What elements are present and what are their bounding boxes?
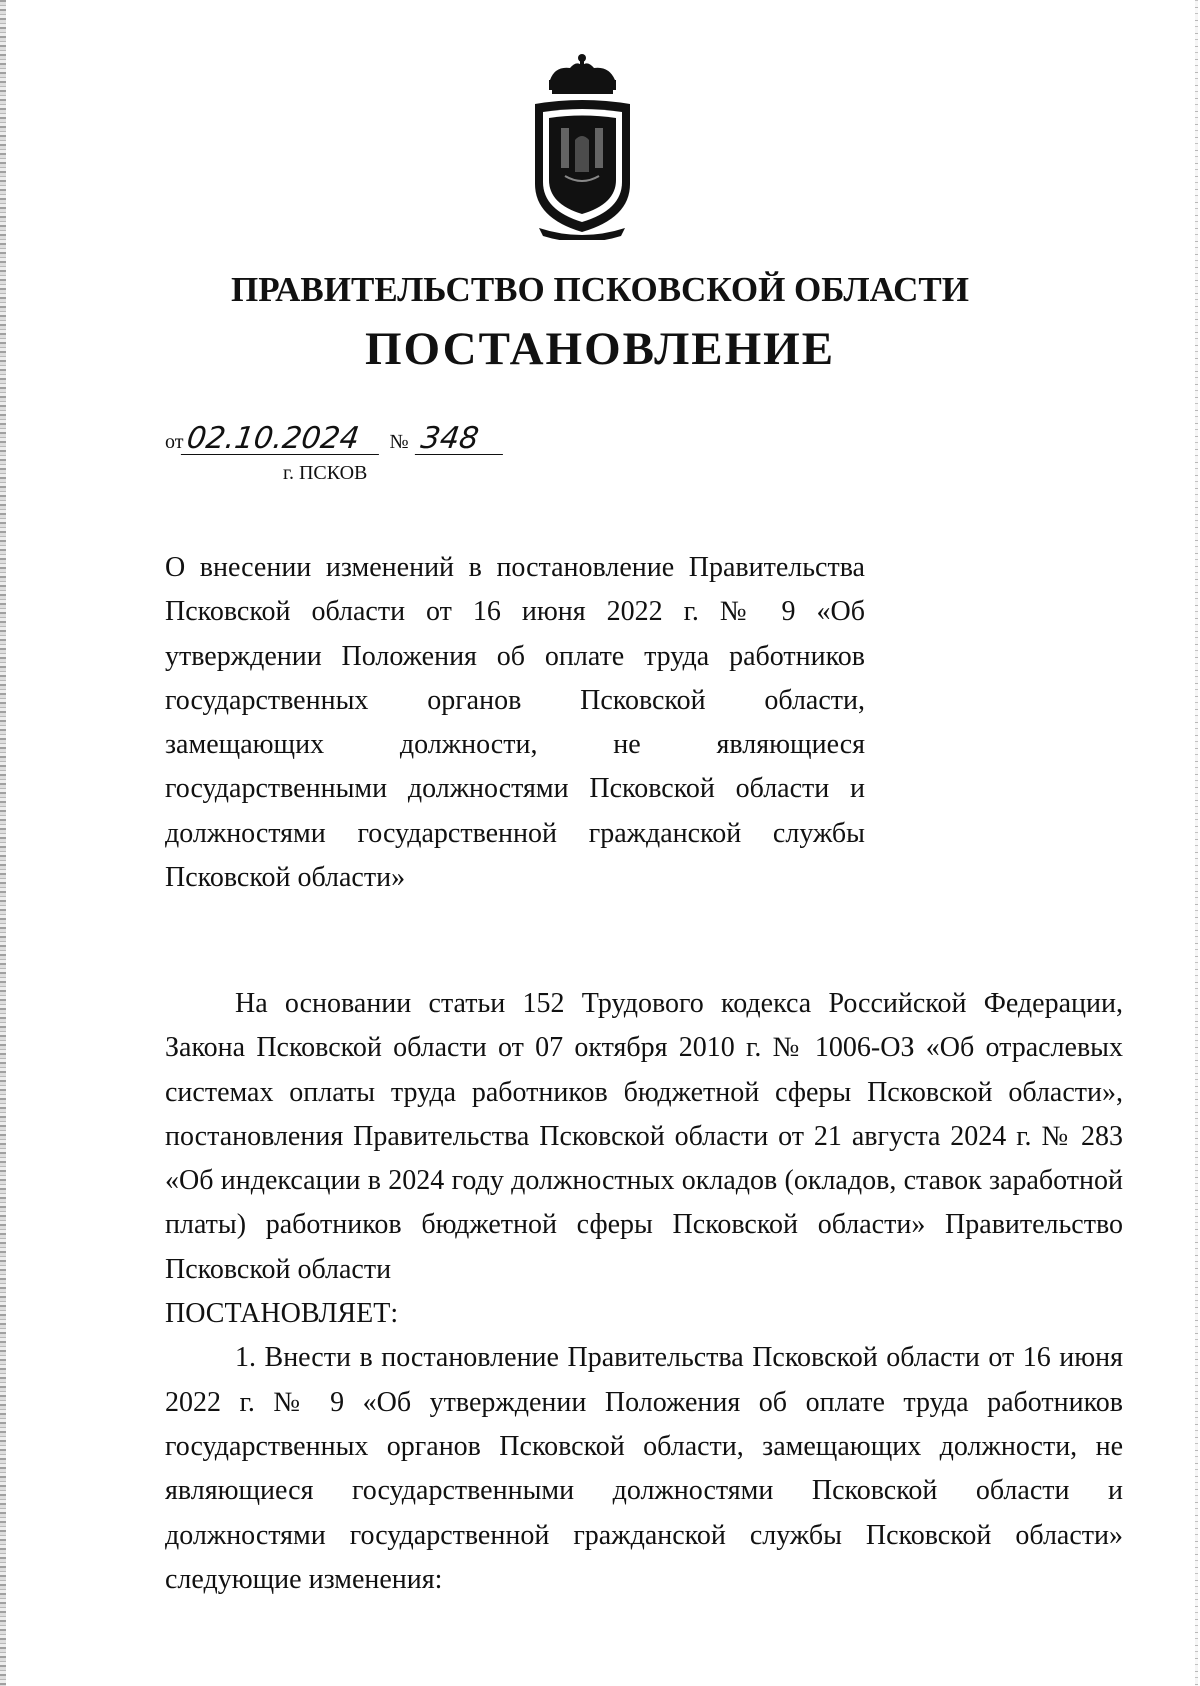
scan-edge-left [0,0,6,1686]
decree-word: ПОСТАНОВЛЯЕТ: [165,1298,399,1330]
scan-edge-right [1195,0,1198,1686]
item-1-paragraph: 1. Внести в постановление Правительства Псковской области от 16 июня 2022 г. № 9 «Об утверждении Положения об оплате труда работников государственных органов Псковской области, замещающих должности, не являющиеся государственными должностями Псковской области и должностями государственной гражданской службы Псковской области» следующие изменения: [165,1342,1123,1595]
document-body [165,982,1123,1602]
date-field: 02.10.2024 [181,424,383,455]
document-type-heading: ПОСТАНОВЛЕНИЕ [364,323,836,375]
number-prefix: № [389,431,409,453]
number-field: 348 [414,424,506,455]
coat-of-arms-icon [525,52,640,240]
date-number-line [165,421,505,456]
document-subject: О внесении изменений в постановление Правительства Псковской области от 16 июня 2022 г. № 9 «Об утверждении Положения об оплате труда работников государственных органов Псковской области, замещающих должности, не являющиеся государственными должностями Псковской области и должностями государственной гражданской службы Псковской области» [165,552,865,894]
preamble-paragraph: На основании статьи 152 Трудового кодекса Российской Федерации, Закона Псковской области от 07 октября 2010 г. № 1006-ОЗ «Об отраслевых системах оплаты труда работников бюджетной сферы Псковской области», постановления Правительства Псковской области от 21 августа 2024 г. № 283 «Об индексации в 2024 году должностных окладов (окладов, ставок заработной платы) работников бюджетной сферы Псковской области» Правительство Псковской области [165,988,1123,1285]
city-label: г. ПСКОВ [283,462,368,484]
organization-title: ПРАВИТЕЛЬСТВО ПСКОВСКОЙ ОБЛАСТИ [231,270,969,309]
date-prefix: от [165,431,184,453]
